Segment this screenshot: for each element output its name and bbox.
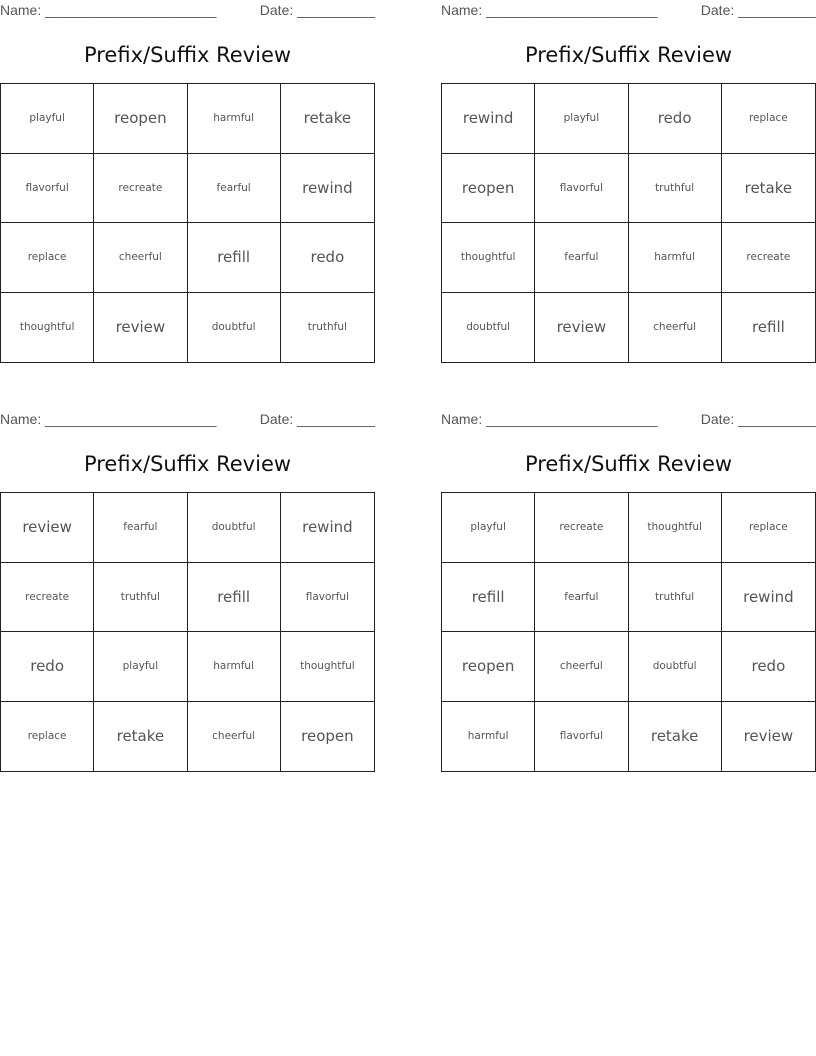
name-line: Name: ______________________ <box>441 2 658 18</box>
grid-cell: thoughtful <box>281 632 374 702</box>
grid-cell: playful <box>442 493 535 563</box>
grid-cell: doubtful <box>442 293 535 363</box>
grid-cell: flavorful <box>535 154 628 224</box>
date-line: Date: __________ <box>259 2 375 18</box>
grid-cell: review <box>743 727 794 746</box>
grid-cell: refill <box>188 563 281 633</box>
grid-cell: harmful <box>629 223 722 293</box>
grid-cell: reopen <box>301 727 354 746</box>
grid-cell: replace <box>1 702 94 772</box>
grid-cell: truthful <box>94 563 187 633</box>
grid-cell: thoughtful <box>442 223 535 293</box>
grid-cell: truthful <box>629 563 722 633</box>
grid-cell: doubtful <box>629 632 722 702</box>
grid-cell: thoughtful <box>629 493 722 563</box>
name-line: Name: ______________________ <box>441 411 658 427</box>
grid-cell: retake <box>722 154 815 224</box>
grid-cell: flavorful <box>1 154 94 224</box>
grid-cell: replace <box>722 493 815 563</box>
card-title: Prefix/Suffix Review <box>524 43 733 67</box>
grid-cell: doubtful <box>188 293 281 363</box>
bingo-card <box>441 0 816 364</box>
grid-cell: reopen <box>442 154 535 224</box>
grid-cell: cheerful <box>535 632 628 702</box>
name-line: Name: ______________________ <box>0 2 217 18</box>
grid-cell: flavorful <box>535 702 628 772</box>
card-title: Prefix/Suffix Review <box>524 452 733 476</box>
grid-cell: thoughtful <box>1 293 94 363</box>
grid-cell: truthful <box>629 154 722 224</box>
grid-cell: redo <box>281 223 374 293</box>
grid-cell: flavorful <box>281 563 374 633</box>
bingo-card <box>0 0 375 364</box>
grid-cell: replace <box>722 84 815 154</box>
grid-cell: review <box>94 293 187 363</box>
word-grid <box>0 492 375 772</box>
grid-cell: harmful <box>188 84 281 154</box>
grid-cell: review <box>535 293 628 363</box>
grid-cell: playful <box>94 632 187 702</box>
grid-cell: playful <box>535 84 628 154</box>
word-grid <box>0 83 375 363</box>
grid-cell: refill <box>188 223 281 293</box>
grid-cell: recreate <box>1 563 94 633</box>
word-grid <box>441 83 816 363</box>
grid-cell: harmful <box>442 702 535 772</box>
grid-cell: playful <box>1 84 94 154</box>
grid-cell: rewind <box>281 154 374 224</box>
grid-cell: fearful <box>188 154 281 224</box>
card-header <box>441 411 816 429</box>
date-line: Date: __________ <box>700 2 816 18</box>
bingo-card <box>0 409 375 773</box>
grid-cell: review <box>1 493 94 563</box>
date-line: Date: __________ <box>259 411 375 427</box>
grid-cell: recreate <box>535 493 628 563</box>
grid-cell: recreate <box>722 223 815 293</box>
grid-cell: retake <box>629 702 722 772</box>
word-grid <box>441 492 816 772</box>
grid-cell: fearful <box>535 223 628 293</box>
grid-cell: harmful <box>188 632 281 702</box>
grid-cell: retake <box>281 84 374 154</box>
grid-cell: doubtful <box>188 493 281 563</box>
grid-cell: cheerful <box>188 702 281 772</box>
grid-cell: fearful <box>94 493 187 563</box>
date-line: Date: __________ <box>700 411 816 427</box>
grid-cell: redo <box>1 632 94 702</box>
grid-cell: cheerful <box>94 223 187 293</box>
card-header <box>0 2 375 20</box>
grid-cell: recreate <box>94 154 187 224</box>
name-line: Name: ______________________ <box>0 411 217 427</box>
card-header <box>0 411 375 429</box>
grid-cell: refill <box>442 563 535 633</box>
grid-cell: replace <box>1 223 94 293</box>
card-title: Prefix/Suffix Review <box>83 43 292 67</box>
bingo-card <box>441 409 816 773</box>
grid-cell: rewind <box>281 493 374 563</box>
grid-cell: cheerful <box>629 293 722 363</box>
grid-cell: rewind <box>442 84 535 154</box>
grid-cell: redo <box>629 84 722 154</box>
grid-cell: retake <box>94 702 187 772</box>
grid-cell: reopen <box>94 84 187 154</box>
card-title: Prefix/Suffix Review <box>83 452 292 476</box>
grid-cell: refill <box>751 318 785 337</box>
grid-cell: truthful <box>307 321 347 334</box>
card-header <box>441 2 816 20</box>
grid-cell: rewind <box>722 563 815 633</box>
grid-cell: redo <box>722 632 815 702</box>
grid-cell: reopen <box>442 632 535 702</box>
grid-cell: fearful <box>535 563 628 633</box>
